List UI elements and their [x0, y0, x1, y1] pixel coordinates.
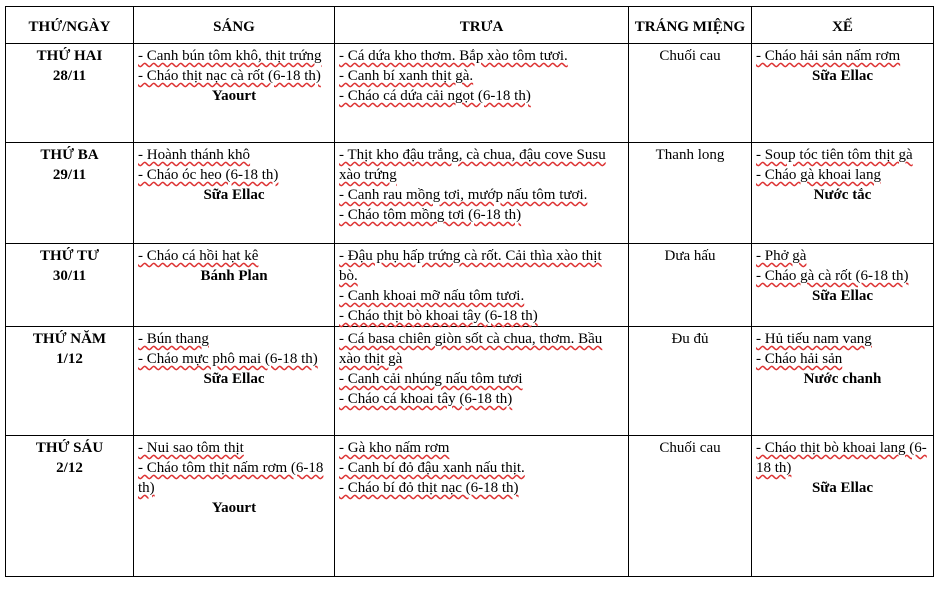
dessert-item: Thanh long: [655, 147, 725, 163]
weekly-menu-table: [5, 6, 934, 577]
dessert-item: Chuối cau: [659, 48, 721, 64]
drink-item: Nước tắc: [813, 187, 872, 203]
drink-item: Yaourt: [211, 88, 257, 104]
dish-item: - Cháo óc heo (6-18 th): [138, 167, 279, 183]
table-row: [6, 327, 934, 436]
drink-item: Sữa Ellac: [811, 68, 874, 84]
afternoon-cell: [752, 44, 934, 143]
day-date: 2/12: [56, 460, 83, 476]
afternoon-cell: [752, 244, 934, 327]
dessert-cell: [629, 143, 752, 244]
day-date: 28/11: [52, 68, 87, 84]
dish-item: - Cháo tôm mồng tơi (6-18 th): [339, 207, 522, 223]
dish-item: - Cháo thịt bò khoai tây (6-18 th): [339, 308, 538, 324]
noon-cell: [335, 44, 629, 143]
day-name: THỨ BA: [40, 147, 99, 163]
dessert-cell: [629, 436, 752, 577]
drink-item: Sữa Ellac: [203, 187, 265, 203]
dish-item: - Nui sao tôm thịt: [138, 440, 244, 456]
dish-item: - Bún thang: [138, 331, 209, 347]
dish-item: - Canh rau mồng tơi, mướp nấu tôm tươi.: [339, 187, 588, 203]
dessert-item: Chuối cau: [659, 440, 721, 456]
afternoon-cell: [752, 436, 934, 577]
header-row: [6, 7, 934, 44]
dish-item: - Thịt kho đậu trắng, cà chua, đậu cove Susu xào trứng: [339, 147, 606, 183]
morning-cell: [134, 244, 335, 327]
dish-item: - Cháo hải sản: [756, 351, 843, 367]
day-cell: [6, 44, 134, 143]
dish-item: - Canh bún tôm khô, thịt trứng: [138, 48, 322, 64]
afternoon-cell: [752, 327, 934, 436]
dessert-cell: [629, 44, 752, 143]
day-name: THỨ HAI: [36, 48, 103, 64]
drink-item: Yaourt: [211, 500, 257, 516]
day-cell: [6, 244, 134, 327]
table-row: [6, 244, 934, 327]
afternoon-cell: [752, 143, 934, 244]
dessert-item: Đu đủ: [671, 331, 709, 347]
table-row: [6, 143, 934, 244]
day-date: 1/12: [56, 351, 83, 367]
noon-cell: [335, 436, 629, 577]
dish-item: - Gà kho nấm rơm: [339, 440, 450, 456]
dish-item: - Phở gà: [756, 248, 807, 264]
dish-item: - Đậu phụ hấp trứng cà rốt. Cải thìa xào thịt bò.: [339, 248, 602, 284]
dessert-item: Dưa hấu: [664, 248, 716, 264]
day-name: THỨ SÁU: [35, 440, 104, 456]
day-name: THỨ TƯ: [39, 248, 100, 264]
day-cell: [6, 143, 134, 244]
dish-item: - Canh khoai mỡ nấu tôm tươi.: [339, 288, 525, 304]
day-date: 30/11: [52, 268, 87, 284]
dish-item: - Cháo thịt nạc cà rốt (6-18 th): [138, 68, 321, 84]
dish-item: - Canh bí xanh thịt gà.: [339, 68, 474, 84]
drink-item: Sữa Ellac: [811, 480, 874, 496]
drink-item: Bánh Plan: [200, 268, 268, 284]
day-date: 29/11: [52, 167, 87, 183]
dish-item: - Cháo gà cà rốt (6-18 th): [756, 268, 909, 284]
header-day: THỨ/NGÀY: [6, 7, 134, 44]
morning-cell: [134, 327, 335, 436]
table-row: [6, 436, 934, 577]
dish-item: - Cháo mực phô mai (6-18 th): [138, 351, 318, 367]
dish-item: - Cháo bí đỏ thịt nạc (6-18 th): [339, 480, 519, 496]
header-dessert: TRÁNG MIỆNG: [629, 7, 752, 44]
dessert-cell: [629, 244, 752, 327]
day-name: THỨ NĂM: [32, 331, 107, 347]
dish-item: - Hoành thánh khô: [138, 147, 251, 163]
noon-cell: [335, 244, 629, 327]
dish-item: - Soup tóc tiên tôm thịt gà: [756, 147, 913, 163]
noon-cell: [335, 143, 629, 244]
dish-item: - Cháo cá dứa cải ngọt (6-18 th): [339, 88, 531, 104]
morning-cell: [134, 44, 335, 143]
dish-item: - Cháo thịt bò khoai lang (6-18 th): [756, 440, 927, 476]
drink-item: Sữa Ellac: [811, 288, 874, 304]
morning-cell: [134, 143, 335, 244]
drink-item: Sữa Ellac: [203, 371, 265, 387]
dish-item: - Cháo tôm thịt nấm rơm (6-18 th): [138, 460, 324, 496]
dish-item: - Hủ tiếu nam vang: [756, 331, 872, 347]
header-morning: SÁNG: [134, 7, 335, 44]
header-afternoon: XẾ: [752, 7, 934, 44]
drink-item: Nước chanh: [803, 371, 882, 387]
dessert-cell: [629, 327, 752, 436]
dish-item: - Cháo cá hồi hạt kê: [138, 248, 259, 264]
noon-cell: [335, 327, 629, 436]
dish-item: - Cháo hải sản nấm rơm: [756, 48, 901, 64]
day-cell: [6, 436, 134, 577]
table-row: [6, 44, 934, 143]
morning-cell: [134, 436, 335, 577]
dish-item: - Cá basa chiên giòn sốt cà chua, thơm. Bầu xào thịt gà: [339, 331, 603, 367]
dish-item: - Cháo gà khoai lang: [756, 167, 881, 183]
header-noon: TRƯA: [335, 7, 629, 44]
day-cell: [6, 327, 134, 436]
dish-item: - Cháo cá khoai tây (6-18 th): [339, 391, 513, 407]
dish-item: - Canh bí đỏ đậu xanh nấu thịt.: [339, 460, 525, 476]
dish-item: - Cá dứa kho thơm. Bắp xào tôm tươi.: [339, 48, 568, 64]
dish-item: - Canh cải nhúng nấu tôm tươi: [339, 371, 523, 387]
